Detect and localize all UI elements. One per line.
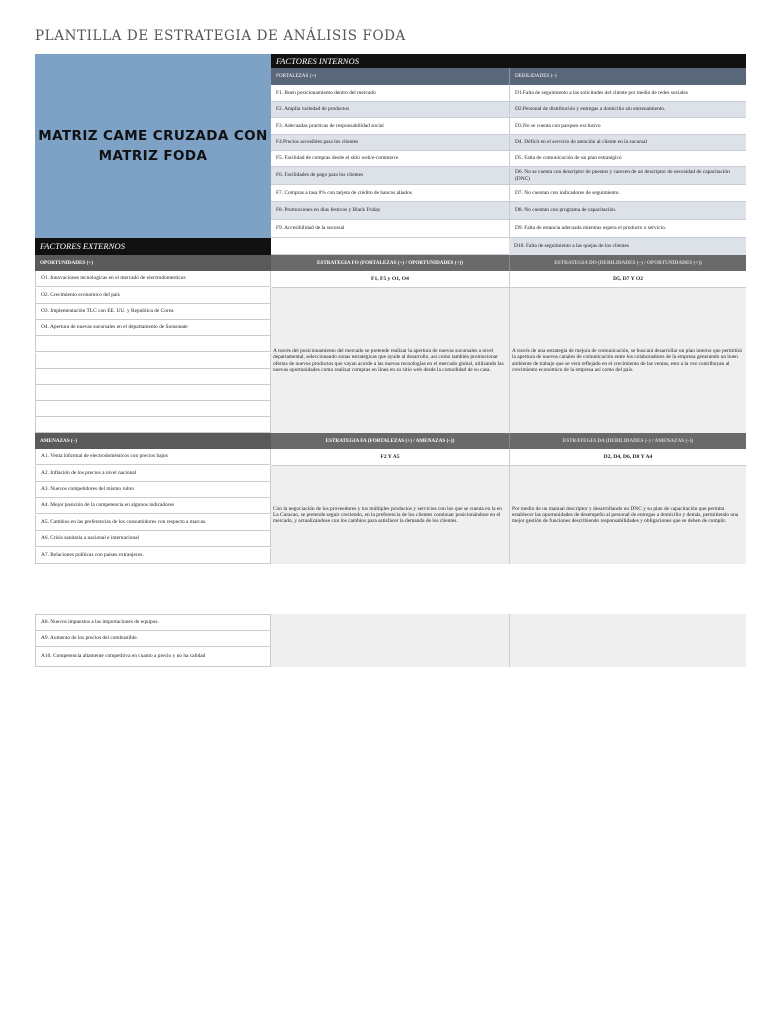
threat-row: A1. Venta informal de electrodomésticos con precios bajos bbox=[35, 449, 271, 465]
external-factors-header: FACTORES EXTERNOS bbox=[35, 238, 271, 255]
strength-row: F4.Precios accesibles para los clientes bbox=[271, 135, 509, 151]
fo-strategy-header: ESTRATEGIA FO (FORTALEZAS (+) / OPORTUNIDADES (+)) bbox=[271, 255, 509, 271]
threat-row: A9. Aumento de los precios del combustible. bbox=[35, 631, 271, 647]
threat-row: A4. Mejor posición de la competencia en algunos indicadores bbox=[35, 498, 271, 514]
strength-row: F5. Facilidad de compras desde el sitio web/e-commerce bbox=[271, 151, 509, 167]
empty-opportunity-row bbox=[35, 417, 271, 433]
weakness-row: D9. Falta de estancia adecuada mientras espera el producto o servicio. bbox=[509, 220, 746, 238]
matrix-title: MATRIZ CAME CRUZADA CON MATRIZ FODA bbox=[38, 128, 268, 164]
fa-codes: F2 Y A5 bbox=[271, 449, 509, 466]
threats-header: AMENAZAS (–) bbox=[35, 433, 271, 449]
page-title: PLANTILLA DE ESTRATEGIA DE ANÁLISIS FODA bbox=[35, 28, 406, 44]
weakness-row: D4. Déficit en el servicio de atención al cliente en la sucursal bbox=[509, 135, 746, 151]
weakness-row: D7. No cuentan con indicadores de seguimiento. bbox=[509, 185, 746, 202]
strength-row: F7. Compras a tasa 0% con tarjeta de crédito de bancos aliados bbox=[271, 185, 509, 202]
threat-row: A7. Relaciones políticas con países extranjeros. bbox=[35, 548, 271, 564]
fa-strategy-text: Con la negociación de los proveedores y los múltiples productos y servicios con los que se cuenta en la en La Curacao, se pretende seguir creciendo, en la preferencia de los clientes continuar posicionándose en el mercado, y actualizándose con los cambios para satisfacer la demanda de los clientes. bbox=[271, 466, 509, 564]
da-strategy-text: Por medio de un manual descriptor y desarrollando un DNC y su plan de capacitación que permita establecer las oportunidades de desempeño al personal de entregas a domicilio y demás, permitiendo una mejor gestión de funciones describiendo responsabilidades y obligaciones que se deben de cumplir. bbox=[509, 466, 746, 564]
internal-factors-header: FACTORES INTERNOS bbox=[271, 54, 746, 68]
opportunity-row: O3. Implementación TLC con EE. UU. y Republica de Corea bbox=[35, 304, 271, 320]
opportunity-row: O4. Apertura de nuevas sucursales en el departamento de Sonsonate bbox=[35, 320, 271, 336]
threat-row: A2. Inflación de los precios a nivel nacional bbox=[35, 466, 271, 482]
strength-row: F1. Buen posicionamiento dentro del mercado bbox=[271, 85, 509, 102]
weakness-row: D10. Falta de seguimiento a las quejas de los clientes bbox=[509, 238, 746, 255]
do-strategy-text: A través de una estrategia de mejora de comunicación, se buscará desarrollar un plan interno que permitirá la apertura de nuevos canales de comunicación entre los colaboradores de la empresa generando un buen ambiente de trabajo que se verá reflejado en el crecimiento de las ventas, esto a la vez contribuyan al crecimiento económico de la empresa así como del país. bbox=[509, 288, 746, 433]
strength-row: F2. Amplia variedad de productos bbox=[271, 102, 509, 118]
threat-row: A10. Competencia altamente competitiva en cuanto a precio y no ha calidad bbox=[35, 647, 271, 667]
threat-row: A6. Crisis sanitaria a nacional e internacional bbox=[35, 531, 271, 547]
opportunities-header: OPORTUNIDADES (+) bbox=[35, 255, 271, 271]
fo-strategy-text: A través del posicionamiento del mercado se pretende realizar la apertura de nuevas sucursales a nivel departamental, seleccionando zonas estratégicas que ayude al desarrollo, así como también promocionar ofertas de nuevos productos que vayan acorde a las nuevas tecnologías en el mercado global, utilizando las nuevas oportunidades como realizar compras en línea en su sitio web desde la comodidad de su casa. bbox=[271, 288, 509, 433]
empty-strength-cell bbox=[271, 238, 509, 255]
do-strategy-header: ESTRATEGIA DO (DEBILIDADES (–) / OPORTUNIDADES (+)) bbox=[509, 255, 746, 271]
weakness-row: D3.No se cuenta con parqueo exclusivo bbox=[509, 118, 746, 135]
weakness-row: D1.Falta de seguimiento a las solicitudes del cliente por medio de redes sociales bbox=[509, 85, 746, 102]
da-codes: D2, D4, D6, D8 Y A4 bbox=[509, 449, 746, 466]
weakness-row: D5. Falta de comunicación de un plan estratégico bbox=[509, 151, 746, 167]
matrix-title-box bbox=[35, 54, 271, 238]
fa-strategy-continued bbox=[271, 614, 509, 667]
weaknesses-header: DEBILIDADES (–) bbox=[509, 68, 746, 85]
weakness-row: D2.Personal de distribución y entregas a domicilio sin entrenamiento. bbox=[509, 102, 746, 118]
da-strategy-continued bbox=[509, 614, 746, 667]
do-codes: D5, D7 Y O2 bbox=[509, 271, 746, 288]
da-strategy-header: ESTRATEGIA DA (DEBILIDADES (–) / AMENAZAS (–)) bbox=[509, 433, 746, 449]
empty-opportunity-row bbox=[35, 369, 271, 385]
fo-codes: F1, F5 y O1, O4 bbox=[271, 271, 509, 288]
empty-opportunity-row bbox=[35, 353, 271, 369]
threat-row: A3. Nuevos competidores del mismo rubro bbox=[35, 482, 271, 498]
weakness-row: D8. No cuentan con programa de capacitación. bbox=[509, 202, 746, 220]
empty-opportunity-row bbox=[35, 401, 271, 417]
strength-row: F6. Facilidades de pago para los clientes bbox=[271, 167, 509, 185]
weakness-row: D6. No se cuenta con descriptor de puestos y carecen de un descriptor de necesidad de capacitación (DNC) bbox=[509, 167, 746, 185]
strength-row: F3. Adecuadas practicas de responsabilidad social bbox=[271, 118, 509, 135]
strengths-header: FORTALEZAS (+) bbox=[271, 68, 509, 85]
empty-opportunity-row bbox=[35, 336, 271, 352]
strength-row: F9. Accesibilidad de la sucursal bbox=[271, 220, 509, 238]
empty-opportunity-row bbox=[35, 385, 271, 401]
threat-row: A5. Cambios en las preferencias de los consumidores con respecto a marcas. bbox=[35, 515, 271, 531]
strength-row: F8. Promociones en días festivos y Black Friday bbox=[271, 202, 509, 220]
opportunity-row: O1. Innovaciones tecnologicas en el mercado de electrodomesticos bbox=[35, 271, 271, 287]
opportunity-row: O2. Crecimiento economico del pais bbox=[35, 288, 271, 304]
fa-strategy-header: ESTRATEGIA FA (FORTALEZAS (+) / AMENAZAS (–)) bbox=[271, 433, 509, 449]
threat-row: A8. Nuevos impuestos a las importaciones de equipos. bbox=[35, 614, 271, 631]
